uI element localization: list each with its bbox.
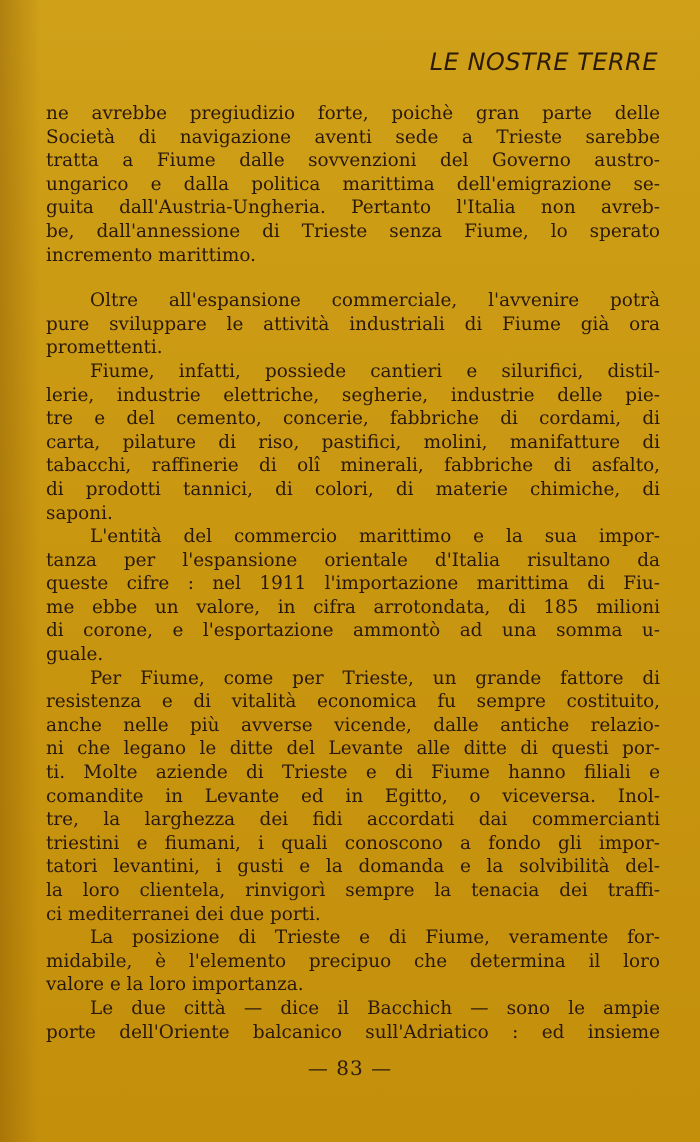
text-line: guita dall'Austria-Ungheria. Pertanto l'Italia non avreb- bbox=[46, 197, 660, 219]
text-line: ci mediterranei dei due porti. bbox=[46, 903, 321, 925]
text-line: me ebbe un valore, in cifra arrotondata, di 185 milioni bbox=[46, 596, 660, 618]
text-line: be, dall'annessione di Trieste senza Fiume, lo sperato bbox=[46, 220, 660, 242]
text-line: tre e del cemento, concerie, fabbriche di cordami, di bbox=[46, 408, 660, 430]
text-line: la loro clientela, rinvigorì sempre la tenacia dei traffi- bbox=[46, 880, 660, 901]
text-line: guale. bbox=[46, 644, 104, 666]
running-header: LE NOSTRE TERRE bbox=[429, 48, 658, 76]
text-line: valore e la loro importanza. bbox=[46, 974, 304, 996]
text-line: Oltre all'espansione commerciale, l'avvenire potrà bbox=[90, 290, 660, 312]
text-line: saponi. bbox=[46, 502, 113, 524]
text-line: L'entità del commercio marittimo e la sua impor- bbox=[90, 526, 660, 548]
text-line: ungarico e dalla politica marittima dell'emigrazione se- bbox=[46, 173, 660, 195]
text-line: ti. Molte aziende di Trieste e di Fiume hanno filiali e bbox=[46, 762, 660, 784]
text-line: Le due città — dice il Bacchich — sono le ampie bbox=[90, 997, 660, 1019]
text-line: Società di navigazione aventi sede a Trieste sarebbe bbox=[46, 126, 660, 148]
text-line: di corone, e l'esportazione ammontò ad una somma u- bbox=[46, 620, 660, 642]
text-line: tabacchi, raffinerie di olî minerali, fabbriche di asfalto, bbox=[46, 455, 660, 477]
page-number: — 83 — bbox=[307, 1056, 393, 1080]
body-text bbox=[46, 102, 660, 1044]
text-line: lerie, industrie elettriche, segherie, industrie delle pie- bbox=[46, 384, 660, 406]
text-line: pure sviluppare le attività industriali di Fiume già ora bbox=[46, 313, 660, 335]
text-line: promettenti. bbox=[46, 337, 163, 359]
text-line: ni che legano le ditte del Levante alle ditte di questi por- bbox=[46, 738, 660, 760]
text-line: queste cifre : nel 1911 l'importazione marittima di Fiu- bbox=[46, 573, 660, 595]
text-line: di prodotti tannici, di colori, di materie chimiche, di bbox=[46, 478, 660, 500]
text-line: triestini e fiumani, i quali conoscono a fondo gli impor- bbox=[46, 832, 660, 854]
text-line: porte dell'Oriente balcanico sull'Adriatico : ed insieme bbox=[46, 1021, 660, 1043]
text-line: tre, la larghezza dei fidi accordati dai commercianti bbox=[46, 809, 660, 831]
text-line: midabile, è l'elemento precipuo che determina il loro bbox=[46, 950, 660, 972]
text-line: tratta a Fiume dalle sovvenzioni del Governo austro- bbox=[46, 150, 660, 172]
text-line: carta, pilature di riso, pastifici, molini, manifatture di bbox=[46, 431, 660, 453]
text-line: Fiume, infatti, possiede cantieri e silurifici, distil- bbox=[90, 360, 660, 382]
text-line: ne avrebbe pregiudizio forte, poichè gran parte delle bbox=[46, 103, 660, 124]
text-line: Per Fiume, come per Trieste, un grande fattore di bbox=[90, 667, 660, 689]
text-line: tanza per l'espansione orientale d'Italia risultano da bbox=[46, 549, 660, 571]
text-line: tatori levantini, i gusti e la domanda e la solvibilità del- bbox=[46, 856, 660, 878]
paragraph-gap bbox=[46, 267, 660, 289]
text-line: comandite in Levante ed in Egitto, o viceversa. Inol- bbox=[46, 785, 660, 807]
text-line: anche nelle più avverse vicende, dalle antiche relazio- bbox=[46, 714, 660, 736]
text-line: resistenza e di vitalità economica fu sempre costituito, bbox=[46, 691, 660, 713]
text-line: incremento marittimo. bbox=[46, 244, 256, 266]
text-line: La posizione di Trieste e di Fiume, veramente for- bbox=[90, 927, 660, 949]
